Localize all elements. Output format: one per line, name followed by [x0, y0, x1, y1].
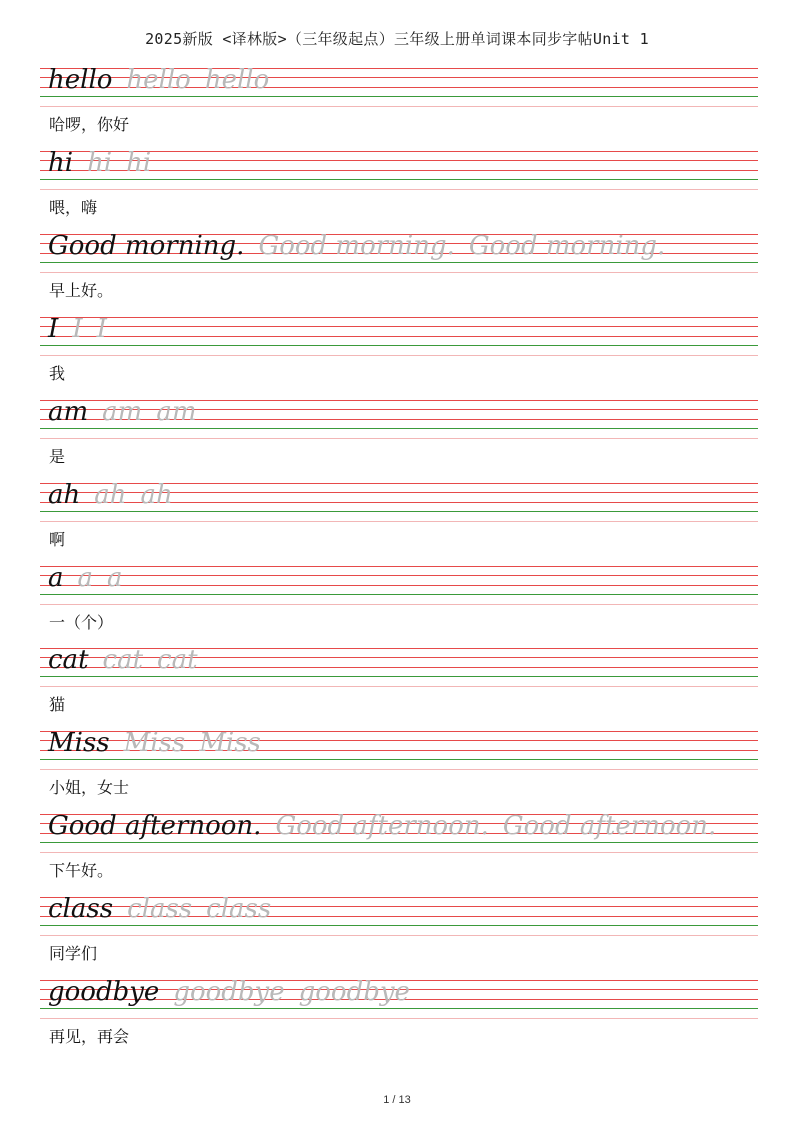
word-row — [48, 226, 665, 266]
word-entry — [40, 728, 758, 813]
chinese-meaning: 早上好。 — [49, 281, 114, 300]
chinese-meaning: 一（个） — [49, 613, 114, 632]
trace-word: I — [72, 314, 83, 344]
chinese-meaning: 啊 — [49, 530, 66, 549]
word-entry — [40, 148, 758, 233]
english-word: a — [48, 563, 64, 593]
chinese-meaning: 下午好。 — [49, 861, 114, 880]
english-word: cat — [48, 645, 89, 675]
word-entry — [40, 811, 758, 896]
chinese-meaning: 小姐，女士 — [49, 778, 130, 797]
english-word: am — [48, 397, 89, 427]
word-row — [48, 972, 410, 1012]
trace-word: ah — [94, 480, 127, 510]
word-entry — [40, 977, 758, 1062]
trace-word: am — [156, 397, 197, 427]
word-entry — [40, 397, 758, 482]
trace-word: a — [77, 563, 94, 593]
word-row — [48, 558, 123, 598]
word-entry — [40, 894, 758, 979]
guide-line-upper — [40, 326, 758, 327]
chinese-meaning: 再见，再会 — [49, 1027, 130, 1046]
english-word: Good afternoon. — [48, 811, 262, 841]
word-entry — [40, 65, 758, 150]
trace-word: Good morning. — [258, 231, 455, 261]
guide-line-middle — [40, 336, 758, 337]
guide-line-bottom — [40, 106, 758, 107]
english-word: Good morning. — [48, 231, 245, 261]
trace-word: hello — [126, 65, 191, 95]
guide-line-bottom — [40, 189, 758, 190]
trace-word: cat — [157, 645, 198, 675]
guide-line-top — [40, 566, 758, 567]
chinese-meaning: 同学们 — [49, 944, 98, 963]
word-row — [48, 475, 173, 515]
english-word: Miss — [48, 728, 110, 758]
trace-word: a — [107, 563, 123, 593]
guide-line-bottom — [40, 1018, 758, 1019]
guide-line-bottom — [40, 686, 758, 687]
word-row — [48, 143, 151, 183]
guide-line-bottom — [40, 521, 758, 522]
word-row — [48, 723, 261, 763]
word-row — [48, 392, 196, 432]
page-number: 1 / 13 — [383, 1094, 411, 1106]
trace-word: cat — [102, 645, 144, 675]
guide-line-bottom — [40, 272, 758, 273]
trace-word: goodbye — [173, 977, 285, 1007]
guide-line-baseline — [40, 594, 758, 595]
chinese-meaning: 我 — [49, 364, 66, 383]
trace-word: hi — [87, 148, 113, 178]
word-row — [48, 640, 198, 680]
trace-word: ah — [140, 480, 173, 510]
english-word: hi — [48, 148, 74, 178]
word-row — [48, 60, 269, 100]
guide-line-bottom — [40, 935, 758, 936]
guide-line-upper — [40, 575, 758, 576]
guide-line-middle — [40, 585, 758, 586]
trace-word: class — [206, 894, 272, 924]
trace-word: am — [102, 397, 143, 427]
trace-word: Good afternoon. — [275, 811, 489, 841]
trace-word: hello — [204, 65, 270, 95]
trace-word: Miss — [199, 728, 261, 758]
word-entry — [40, 645, 758, 730]
trace-word: hi — [126, 148, 152, 178]
english-word: goodbye — [48, 977, 160, 1007]
word-entry — [40, 314, 758, 399]
english-word: class — [48, 894, 114, 924]
chinese-meaning: 是 — [49, 447, 66, 466]
english-word: ah — [48, 480, 81, 510]
guide-line-baseline — [40, 345, 758, 346]
word-entry — [40, 563, 758, 648]
chinese-meaning: 喂，嗨 — [49, 198, 98, 217]
word-row — [48, 889, 271, 929]
trace-word: Miss — [123, 728, 186, 758]
word-entry — [40, 231, 758, 316]
english-word: I — [48, 314, 59, 344]
chinese-meaning: 哈啰，你好 — [49, 115, 130, 134]
word-row — [48, 309, 107, 349]
trace-word: goodbye — [298, 977, 410, 1007]
trace-word: class — [127, 894, 193, 924]
guide-line-bottom — [40, 852, 758, 853]
guide-line-bottom — [40, 438, 758, 439]
chinese-meaning: 猫 — [49, 695, 66, 714]
guide-line-bottom — [40, 604, 758, 605]
trace-word: Good afternoon. — [502, 811, 717, 841]
guide-line-bottom — [40, 769, 758, 770]
guide-line-bottom — [40, 355, 758, 356]
trace-word: Good morning. — [468, 231, 666, 261]
english-word: hello — [48, 65, 113, 95]
page-title: 2025新版 <译林版>（三年级起点）三年级上册单词课本同步字帖Unit 1 — [145, 30, 649, 48]
trace-word: I — [96, 314, 107, 344]
guide-line-top — [40, 317, 758, 318]
word-entry — [40, 480, 758, 565]
word-row — [48, 806, 716, 846]
